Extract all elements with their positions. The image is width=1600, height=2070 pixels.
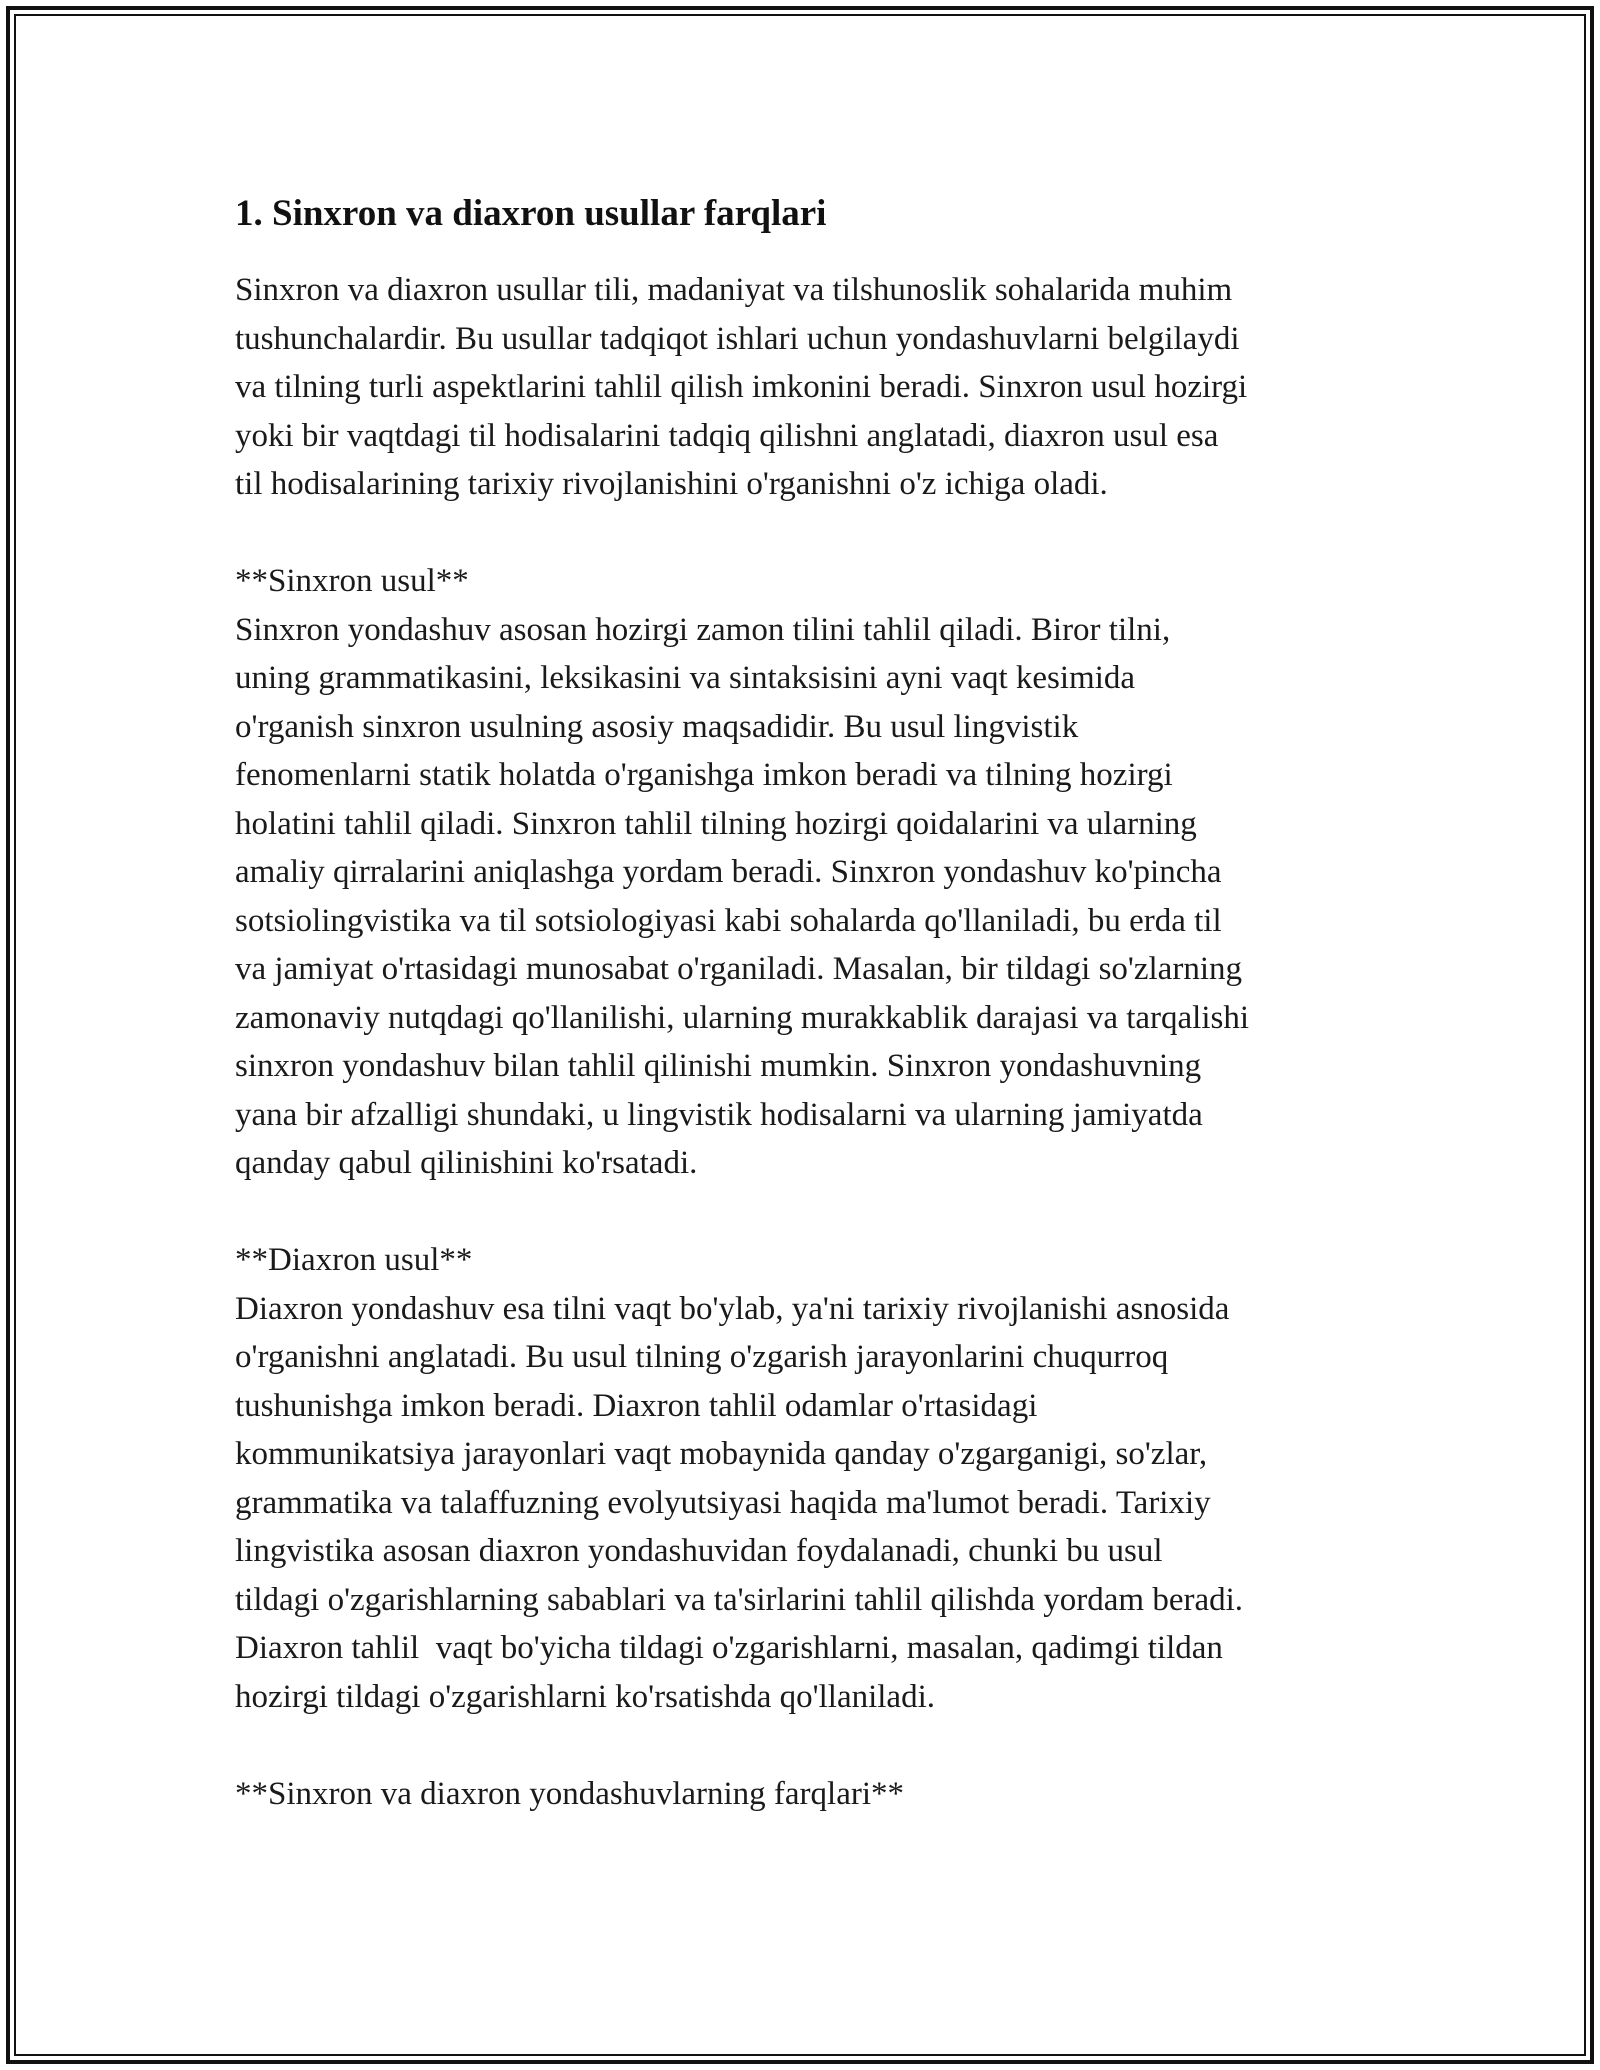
text-line: qanday qabul qilinishini ko'rsatadi. — [235, 1145, 698, 1181]
spacer — [235, 1188, 1365, 1237]
text-line: va tilning turli aspektlarini tahlil qilish imkonini beradi. Sinxron usul hozirgi — [235, 369, 1248, 405]
diaxron-section — [235, 1236, 1365, 1721]
text-line: uning grammatikasini, leksikasini va sintaksisini ayni vaqt kesimida — [235, 660, 1136, 696]
text-line: holatini tahlil qiladi. Sinxron tahlil tilning hozirgi qoidalarini va ularning — [235, 805, 1197, 842]
text-line: lingvistika asosan diaxron yondashuvidan foydalanadi, chunki bu usul — [235, 1533, 1163, 1569]
farqlari-title: **Sinxron va diaxron yondashuvlarning farqlari** — [235, 1775, 905, 1812]
text-line: va jamiyat o'rtasidagi munosabat o'rganiladi. Masalan, bir tildagi so'zlarning — [235, 951, 1242, 987]
text-line: fenomenlarni statik holatda o'rganishga imkon beradi va tilning hozirgi — [235, 757, 1173, 793]
text-line: hozirgi tildagi o'zgarishlarni ko'rsatishda qo'llaniladi. — [235, 1678, 935, 1715]
text-line: til hodisalarining tarixiy rivojlanishini o'rganishni o'z ichiga oladi. — [235, 466, 1108, 502]
intro-paragraph — [235, 266, 1365, 509]
farqlari-section — [235, 1770, 1365, 1819]
text-line: Sinxron va diaxron usullar tili, madaniyat va tilshunoslik sohalarida muhim — [235, 272, 1233, 308]
document-body — [235, 188, 1365, 1818]
text-line: grammatika va talaffuzning evolyutsiyasi haqida ma'lumot beradi. Tarixiy — [235, 1484, 1211, 1521]
text-line: kommunikatsiya jarayonlari vaqt mobaynida qanday o'zgarganigi, so'zlar, — [235, 1436, 1208, 1472]
text-line: tushunishga imkon beradi. Diaxron tahlil odamlar o'rtasidagi — [235, 1387, 1038, 1424]
text-line: sinxron yondashuv bilan tahlil qilinishi mumkin. Sinxron yondashuvning — [235, 1048, 1202, 1084]
text-line: tushunchalardir. Bu usullar tadqiqot ishlari uchun yondashuvlarni belgilaydi — [235, 320, 1240, 357]
text-line: o'rganishni anglatadi. Bu usul tilning o'zgarish jarayonlarini chuqurroq — [235, 1339, 1169, 1375]
text-line: amaliy qirralarini aniqlashga yordam beradi. Sinxron yondashuv ko'pincha — [235, 854, 1222, 890]
text-line: Sinxron yondashuv asosan hozirgi zamon tilini tahlil qiladi. Biror tilni, — [235, 611, 1171, 648]
text-line: o'rganish sinxron usulning asosiy maqsadidir. Bu usul lingvistik — [235, 708, 1079, 745]
section-heading: 1. Sinxron va diaxron usullar farqlari — [235, 193, 827, 234]
diaxron-title: **Diaxron usul** — [235, 1242, 473, 1278]
text-line: yana bir afzalligi shundaki, u lingvistik hodisalarni va ularning jamiyatda — [235, 1096, 1203, 1133]
text-line: Diaxron yondashuv esa tilni vaqt bo'ylab, ya'ni tarixiy rivojlanishi asnosida — [235, 1290, 1230, 1327]
text-line: zamonaviy nutqdagi qo'llanilishi, ularning murakkablik darajasi va tarqalishi — [235, 999, 1250, 1036]
sinxron-section — [235, 557, 1365, 1188]
text-line: sotsiolingvistika va til sotsiologiyasi kabi sohalarda qo'llaniladi, bu erda til — [235, 902, 1222, 939]
spacer — [235, 1721, 1365, 1770]
text-line: tildagi o'zgarishlarning sabablari va ta'sirlarini tahlil qilishda yordam beradi. — [235, 1581, 1244, 1618]
text-line: yoki bir vaqtdagi til hodisalarini tadqiq qilishni anglatadi, diaxron usul esa — [235, 417, 1219, 454]
spacer — [235, 509, 1365, 558]
text-line: Diaxron tahlil vaqt bo'yicha tildagi o'zgarishlarni, masalan, qadimgi tildan — [235, 1630, 1223, 1666]
spacer — [235, 240, 1365, 266]
sinxron-title: **Sinxron usul** — [235, 563, 469, 599]
